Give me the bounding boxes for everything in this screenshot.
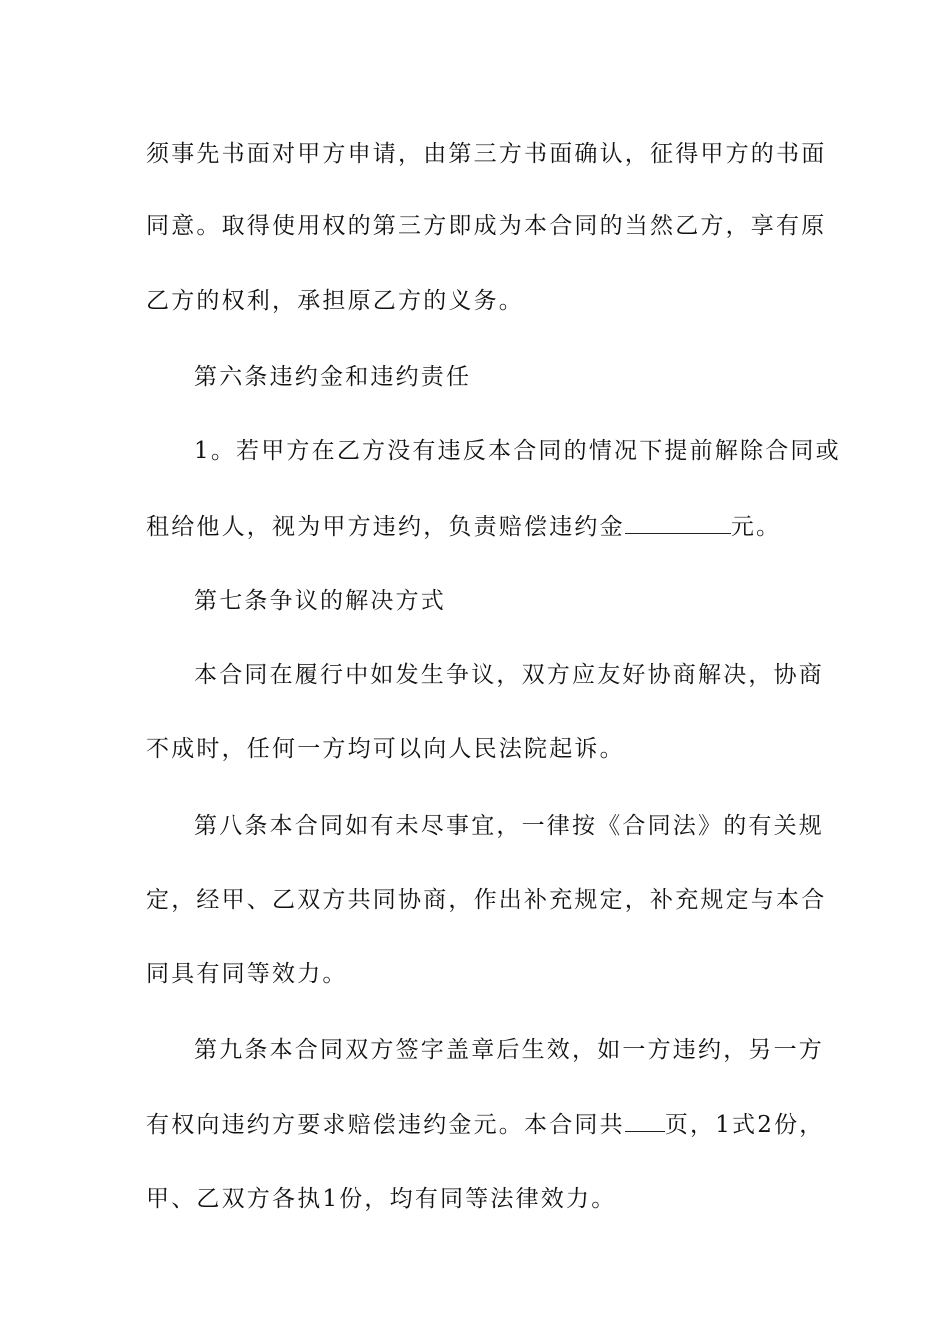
text-line: 须事先书面对甲方申请，由第三方书面确认，征得甲方的书面: [146, 141, 827, 167]
section-heading: 第七条争议的解决方式: [194, 588, 446, 614]
section-heading: 第六条违约金和违约责任: [194, 364, 472, 390]
text-line: 第八条本合同如有未尽事宜，一律按《合同法》的有关规: [194, 813, 824, 839]
text-segment: 页，1式2份，: [664, 1112, 825, 1138]
fill-in-blank[interactable]: [625, 511, 731, 534]
text-line: 乙方的权利，承担原乙方的义务。: [146, 288, 524, 314]
text-line: 第九条本合同双方签字盖章后生效，如一方违约，另一方: [194, 1037, 824, 1063]
text-line-with-blank: [146, 1109, 825, 1140]
text-segment: 元。: [730, 514, 782, 540]
text-line: 同具有同等效力。: [146, 961, 348, 987]
fill-in-blank[interactable]: [625, 1109, 665, 1132]
text-line-with-blank: [146, 511, 806, 542]
text-segment: 租给他人，视为甲方违约，负责赔偿违约金: [146, 514, 625, 540]
text-line: 定，经甲、乙双方共同协商，作出补充规定，补充规定与本合: [146, 887, 827, 913]
text-line: 同意。取得使用权的第三方即成为本合同的当然乙方，享有原: [146, 213, 827, 239]
text-segment: 有权向违约方要求赔偿违约金元。本合同共: [146, 1112, 625, 1138]
text-line: 本合同在履行中如发生争议，双方应友好协商解决，协商: [194, 662, 824, 688]
text-line: 甲、乙双方各执1份，均有同等法律效力。: [146, 1186, 617, 1212]
text-line: 1。若甲方在乙方没有违反本合同的情况下提前解除合同或: [194, 438, 841, 464]
text-line: 不成时，任何一方均可以向人民法院起诉。: [146, 736, 625, 762]
